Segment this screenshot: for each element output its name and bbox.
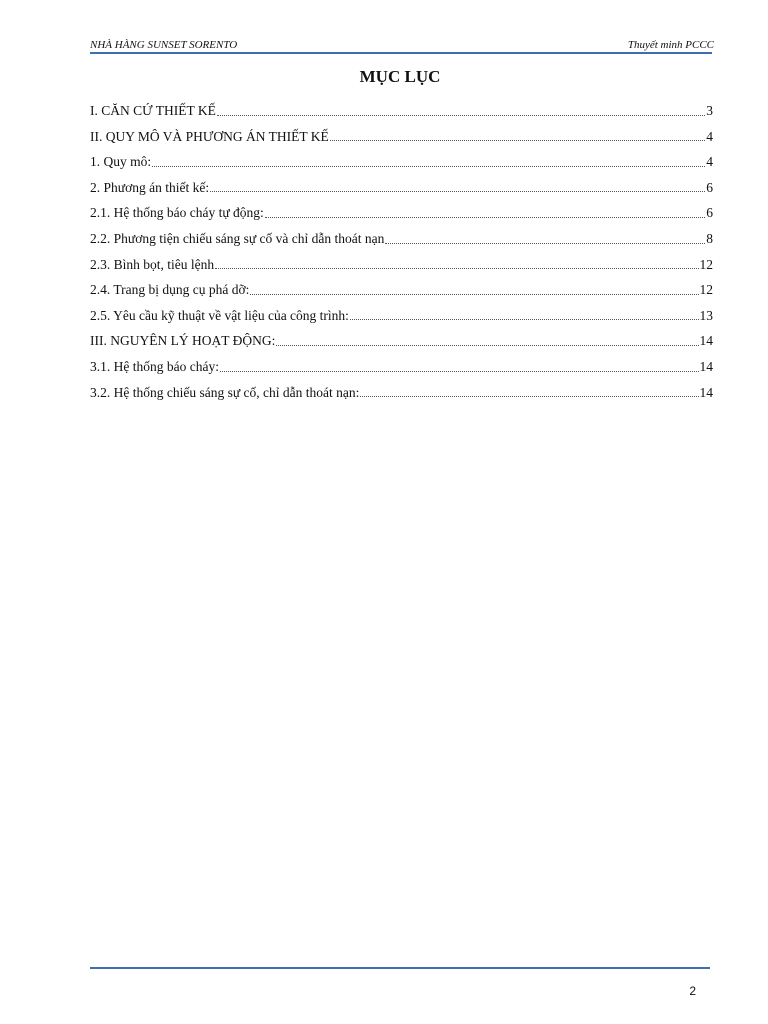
toc-entry-label: 2.4. Trang bị dụng cụ phá dỡ: bbox=[90, 282, 250, 298]
toc-entry[interactable] bbox=[90, 380, 713, 406]
toc-entry[interactable] bbox=[90, 175, 713, 201]
toc-leader-dots bbox=[250, 294, 698, 295]
toc-entry-label: 2.5. Yêu cầu kỹ thuật về vật liệu của công trình: bbox=[90, 307, 349, 323]
header-divider bbox=[90, 52, 712, 54]
toc-entry[interactable] bbox=[90, 98, 713, 124]
toc-leader-dots bbox=[350, 319, 699, 320]
toc-leader-dots bbox=[215, 268, 698, 269]
toc-leader-dots bbox=[276, 345, 698, 346]
toc-leader-dots bbox=[385, 243, 705, 244]
toc-entry-label: 2.2. Phương tiện chiếu sáng sự cố và chỉ dẫn thoát nạn bbox=[90, 230, 385, 246]
toc-entry-label: 2.3. Bình bọt, tiêu lệnh bbox=[90, 256, 215, 272]
toc-entry-page: 14 bbox=[699, 358, 713, 374]
toc-entry[interactable] bbox=[90, 303, 713, 329]
toc-entry-page: 14 bbox=[699, 333, 713, 349]
toc-entry-label: 2.1. Hệ thống báo cháy tự động: bbox=[90, 205, 264, 221]
toc-leader-dots bbox=[220, 371, 699, 372]
toc-entry[interactable] bbox=[90, 354, 713, 380]
header-document-type: Thuyết minh PCCC bbox=[627, 39, 714, 51]
toc-entry-page: 6 bbox=[706, 179, 713, 195]
toc-entry[interactable] bbox=[90, 328, 713, 354]
toc-entry[interactable] bbox=[90, 149, 713, 175]
toc-entry-label: 2. Phương án thiết kế: bbox=[90, 179, 210, 195]
page-number: 2 bbox=[689, 984, 696, 998]
toc-entry-page: 4 bbox=[706, 154, 713, 170]
toc-entry[interactable] bbox=[90, 277, 713, 303]
footer-divider bbox=[90, 967, 710, 969]
toc-title: MỤC LỤC bbox=[359, 67, 441, 86]
toc-leader-dots bbox=[330, 140, 706, 141]
toc-entry-page: 6 bbox=[706, 205, 713, 221]
toc-entry-page: 12 bbox=[699, 282, 713, 298]
toc-entry-label: I. CĂN CỨ THIẾT KẾ bbox=[90, 103, 216, 118]
toc-leader-dots bbox=[265, 217, 705, 218]
page-header bbox=[90, 38, 714, 52]
toc-entry-label: III. NGUYÊN LÝ HOẠT ĐỘNG: bbox=[90, 333, 276, 349]
toc-entry-label: II. QUY MÔ VÀ PHƯƠNG ÁN THIẾT KẾ bbox=[90, 128, 329, 144]
toc-entry[interactable] bbox=[90, 200, 713, 226]
toc-entry-page: 13 bbox=[699, 307, 713, 323]
header-project-name: NHÀ HÀNG SUNSET SORENTO bbox=[90, 39, 238, 51]
toc-leader-dots bbox=[217, 115, 705, 116]
toc-entry[interactable] bbox=[90, 124, 713, 150]
toc-entry-label: 3.1. Hệ thống báo cháy: bbox=[90, 358, 219, 374]
toc-leader-dots bbox=[210, 191, 705, 192]
toc-entry-label: 1. Quy mô: bbox=[90, 154, 152, 170]
toc-entry-page: 8 bbox=[706, 230, 713, 246]
toc-entry-page: 4 bbox=[706, 128, 713, 144]
toc-leader-dots bbox=[360, 396, 698, 397]
toc-entry-page: 14 bbox=[699, 384, 713, 400]
toc-entry-page: 12 bbox=[699, 256, 713, 272]
toc-entry[interactable] bbox=[90, 226, 713, 252]
table-of-contents bbox=[90, 98, 713, 405]
toc-entry-label: 3.2. Hệ thống chiếu sáng sự cố, chỉ dẫn thoát nạn: bbox=[90, 384, 360, 400]
toc-entry[interactable] bbox=[90, 252, 713, 278]
toc-entry-page: 3 bbox=[706, 103, 713, 118]
toc-leader-dots bbox=[152, 166, 705, 167]
